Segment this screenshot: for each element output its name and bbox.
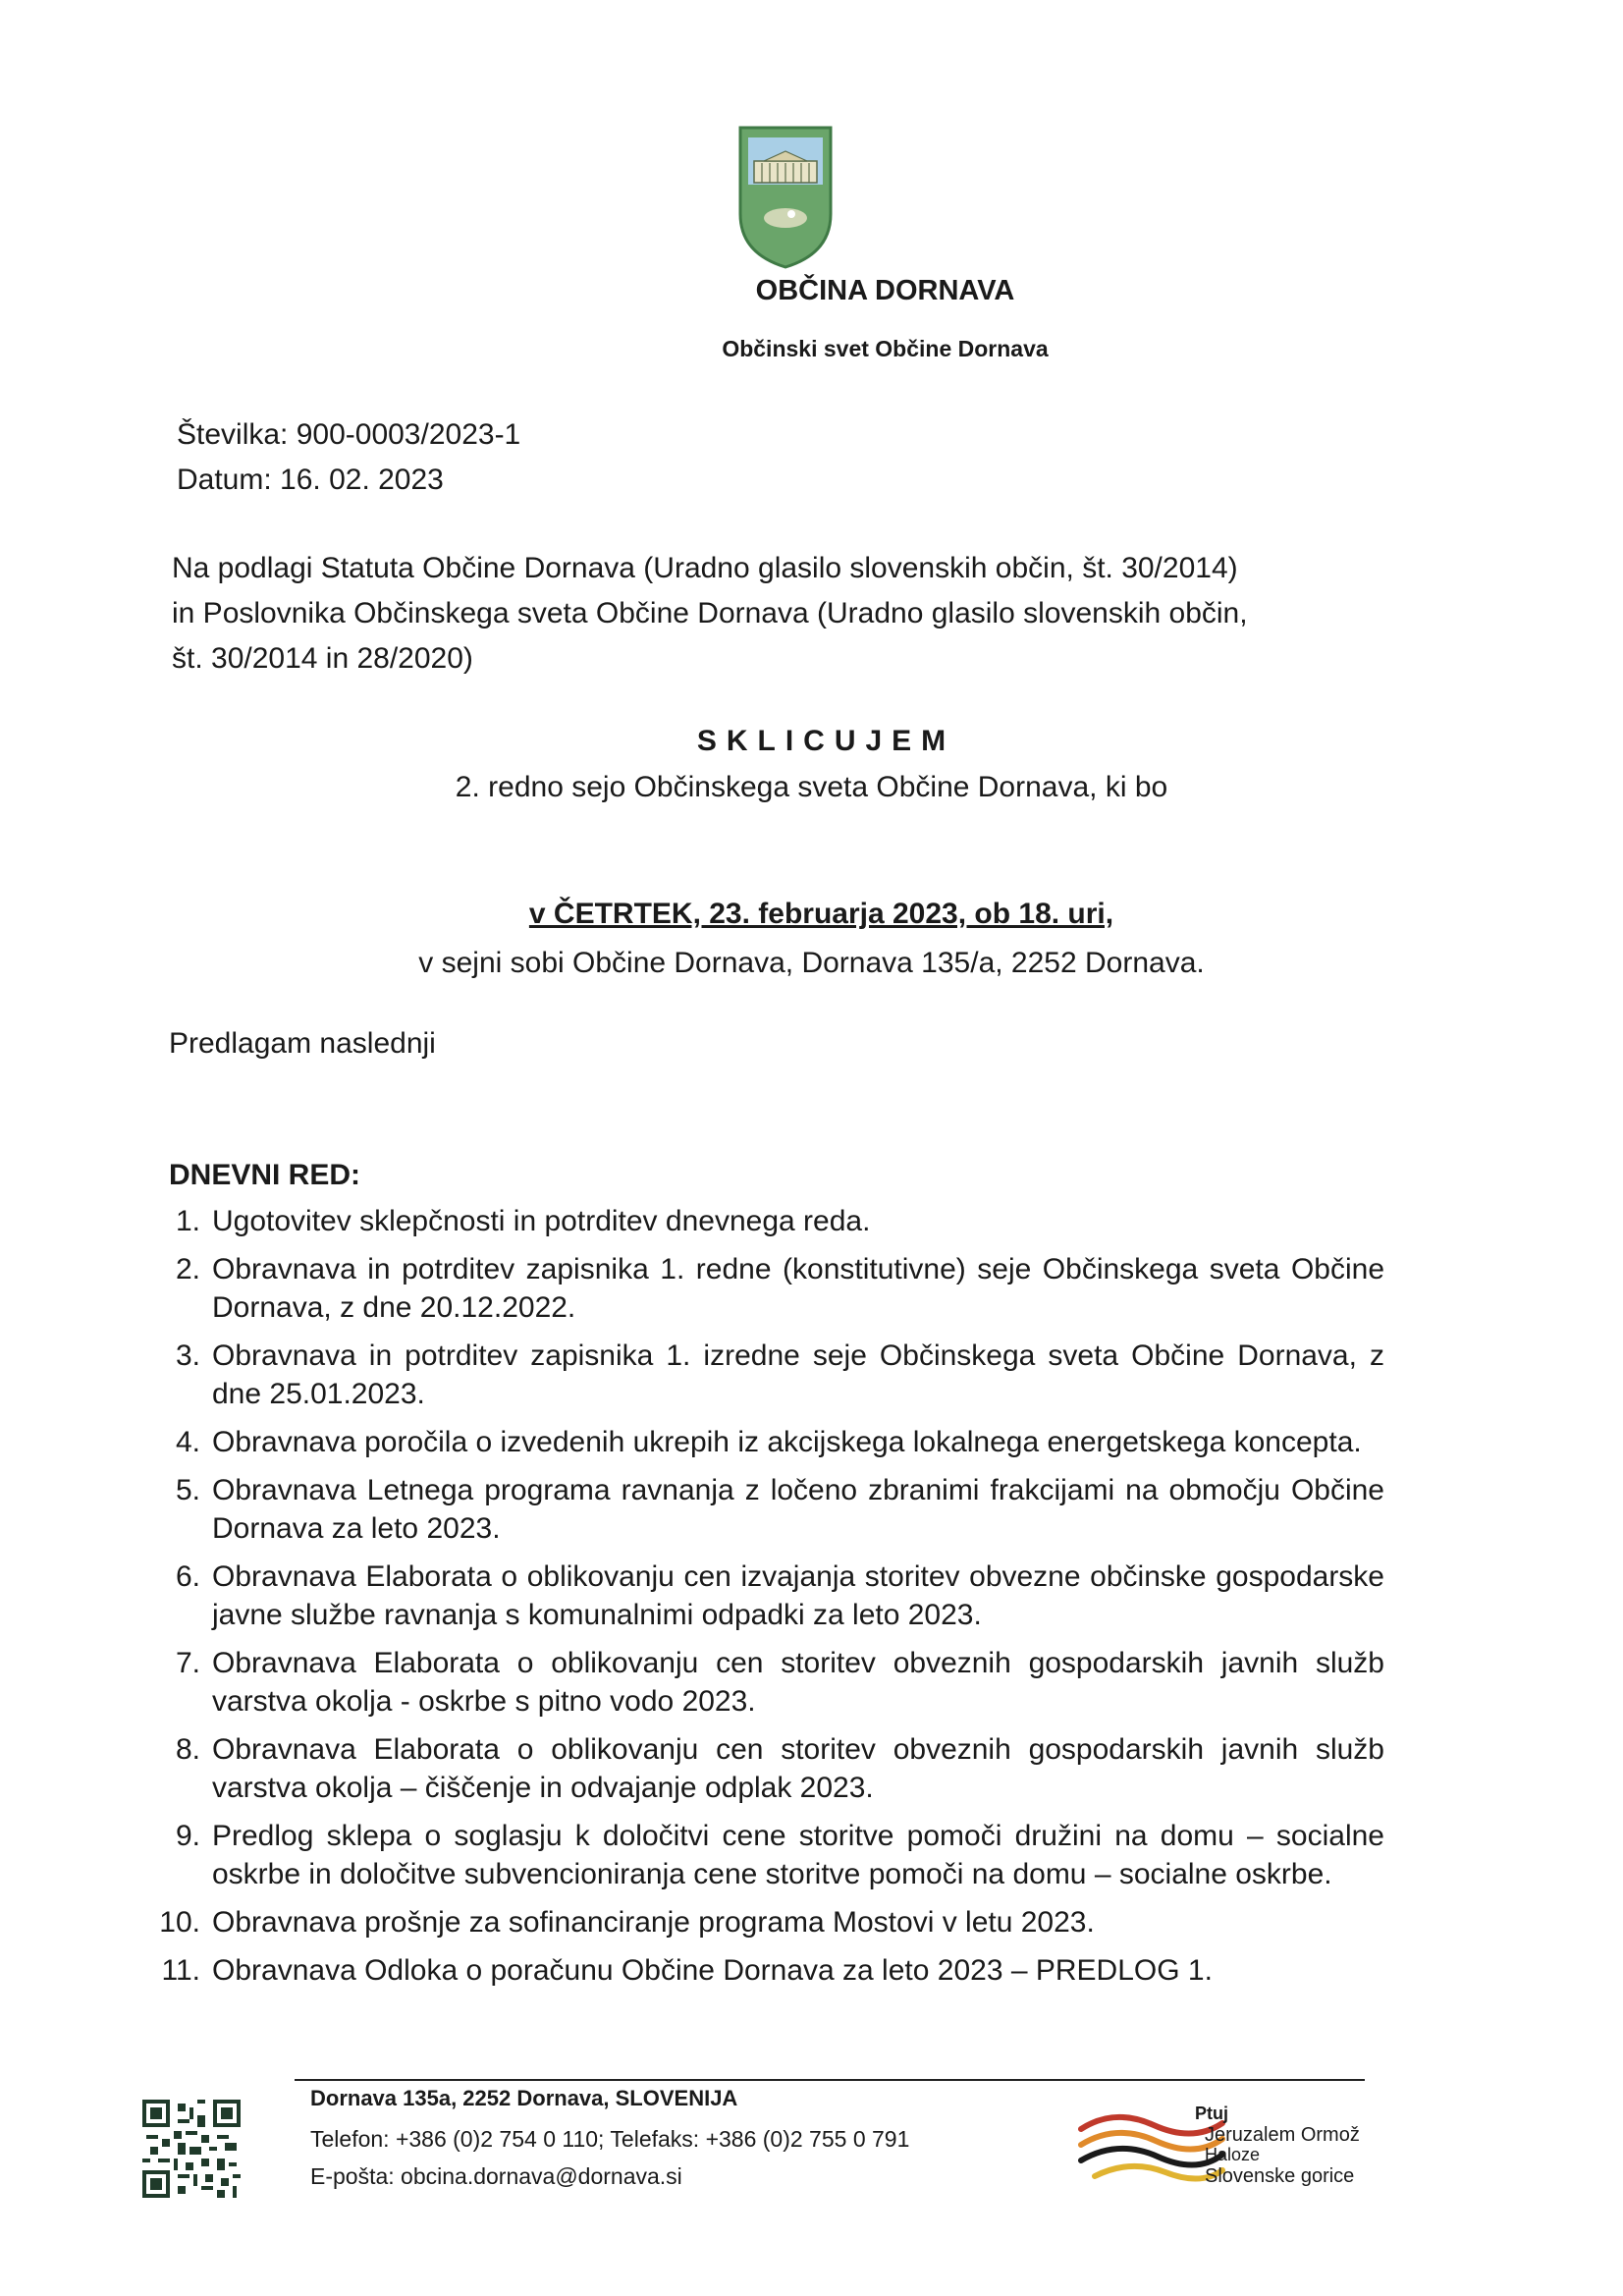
agenda-item-number: 10.: [159, 1906, 200, 1939]
region-jeruzalem: Jeruzalem Ormož: [1205, 2124, 1360, 2146]
session-location: v sejni sobi Občine Dornava, Dornava 135/a, 2252 Dornava.: [418, 947, 1205, 979]
agenda-item-number: 8.: [175, 1733, 200, 1766]
agenda-item-text: Obravnava prošnje za sofinanciranje programa Mostovi v letu 2023.: [212, 1906, 1095, 1939]
agenda-item-number: 1.: [175, 1205, 200, 1237]
agenda-list: [157, 1202, 1384, 1999]
agenda-item: [157, 1423, 1384, 1461]
organization-title: OBČINA DORNAVA: [755, 275, 1015, 306]
footer-email: E-pošta: obcina.dornava@dornava.si: [310, 2163, 682, 2189]
agenda-item-text: Predlog sklepa o soglasju k določitvi cene storitve pomoči družini na domu – socialne oskrbe in določitve subvencioniranja cene storitve pomoči na domu – socialne oskrbe.: [212, 1820, 1384, 1890]
agenda-item-number: 2.: [175, 1253, 200, 1285]
proposal-intro: Predlagam naslednji: [169, 1027, 436, 1060]
agenda-item: [157, 1337, 1384, 1413]
agenda-item: [157, 1558, 1384, 1634]
agenda-item-text: Obravnava poročila o izvedenih ukrepih iz akcijskega lokalnega energetskega koncepta.: [212, 1426, 1362, 1458]
legal-basis-paragraph: [172, 546, 1389, 682]
document-date: Datum: 16. 02. 2023: [177, 464, 444, 496]
footer-divider: [295, 2079, 1365, 2081]
agenda-item-number: 5.: [175, 1474, 200, 1506]
agenda-item: [157, 1903, 1384, 1941]
region-slovenske: Slovenske gorice: [1205, 2165, 1355, 2187]
agenda-item-text: Ugotovitev sklepčnosti in potrditev dnevnega reda.: [212, 1205, 871, 1237]
convene-heading: SKLICUJEM: [696, 725, 956, 757]
legal-basis-line: št. 30/2014 in 28/2020): [172, 642, 473, 675]
municipality-crest: [734, 124, 837, 271]
agenda-item: [157, 1644, 1384, 1721]
council-name: Občinski svet Občine Dornava: [722, 336, 1049, 361]
region-haloze: Haloze: [1205, 2145, 1261, 2164]
agenda-item: [157, 1202, 1384, 1240]
agenda-title: DNEVNI RED:: [169, 1159, 361, 1191]
agenda-item-number: 4.: [175, 1426, 200, 1458]
agenda-item: [157, 1250, 1384, 1327]
agenda-item: [157, 1951, 1384, 1990]
session-description: 2. redno sejo Občinskega sveta Občine Dornava, ki bo: [455, 771, 1168, 803]
agenda-item-text: Obravnava in potrditev zapisnika 1. izredne seje Občinskega sveta Občine Dornava, z dne 25.01.2023.: [212, 1339, 1384, 1410]
agenda-item: [157, 1730, 1384, 1807]
regions-logo: [1075, 2100, 1399, 2198]
agenda-item-number: 11.: [161, 1954, 200, 1987]
qr-code-icon: [142, 2100, 241, 2198]
agenda-item-number: 6.: [175, 1560, 200, 1593]
agenda-item-number: 7.: [175, 1647, 200, 1679]
agenda-item: [157, 1817, 1384, 1893]
agenda-item-number: 3.: [175, 1339, 200, 1372]
legal-basis-line: Na podlagi Statuta Občine Dornava (Uradno glasilo slovenskih občin, št. 30/2014): [172, 552, 1238, 584]
agenda-item-text: Obravnava Elaborata o oblikovanju cen izvajanja storitev obvezne občinske gospodarske javne službe ravnanja s komunalnimi odpadki za leto 2023.: [212, 1560, 1384, 1631]
region-ptuj: Ptuj: [1195, 2104, 1228, 2123]
agenda-item-text: Obravnava in potrditev zapisnika 1. redne (konstitutivne) seje Občinskega sveta Občine Dornava, z dne 20.12.2022.: [212, 1253, 1384, 1324]
document-number: Številka: 900-0003/2023-1: [177, 418, 521, 451]
footer-address: Dornava 135a, 2252 Dornava, SLOVENIJA: [310, 2086, 738, 2110]
agenda-item-text: Obravnava Elaborata o oblikovanju cen storitev obveznih gospodarskih javnih služb varstva okolja – čiščenje in odvajanje odplak 2023.: [212, 1733, 1384, 1804]
agenda-item: [157, 1471, 1384, 1548]
agenda-item-text: Obravnava Elaborata o oblikovanju cen storitev obveznih gospodarskih javnih služb varstva okolja - oskrbe s pitno vodo 2023.: [212, 1647, 1384, 1718]
agenda-item-text: Obravnava Letnega programa ravnanja z ločeno zbranimi frakcijami na območju Občine Dornava za leto 2023.: [212, 1474, 1384, 1545]
footer-phone: Telefon: +386 (0)2 754 0 110; Telefaks: +386 (0)2 755 0 791: [310, 2126, 910, 2152]
session-datetime: v ČETRTEK, 23. februarja 2023, ob 18. uri,: [528, 898, 1114, 930]
agenda-item-number: 9.: [175, 1820, 200, 1852]
agenda-item-text: Obravnava Odloka o poračunu Občine Dornava za leto 2023 – PREDLOG 1.: [212, 1954, 1213, 1987]
legal-basis-line: in Poslovnika Občinskega sveta Občine Dornava (Uradno glasilo slovenskih občin,: [172, 597, 1248, 629]
